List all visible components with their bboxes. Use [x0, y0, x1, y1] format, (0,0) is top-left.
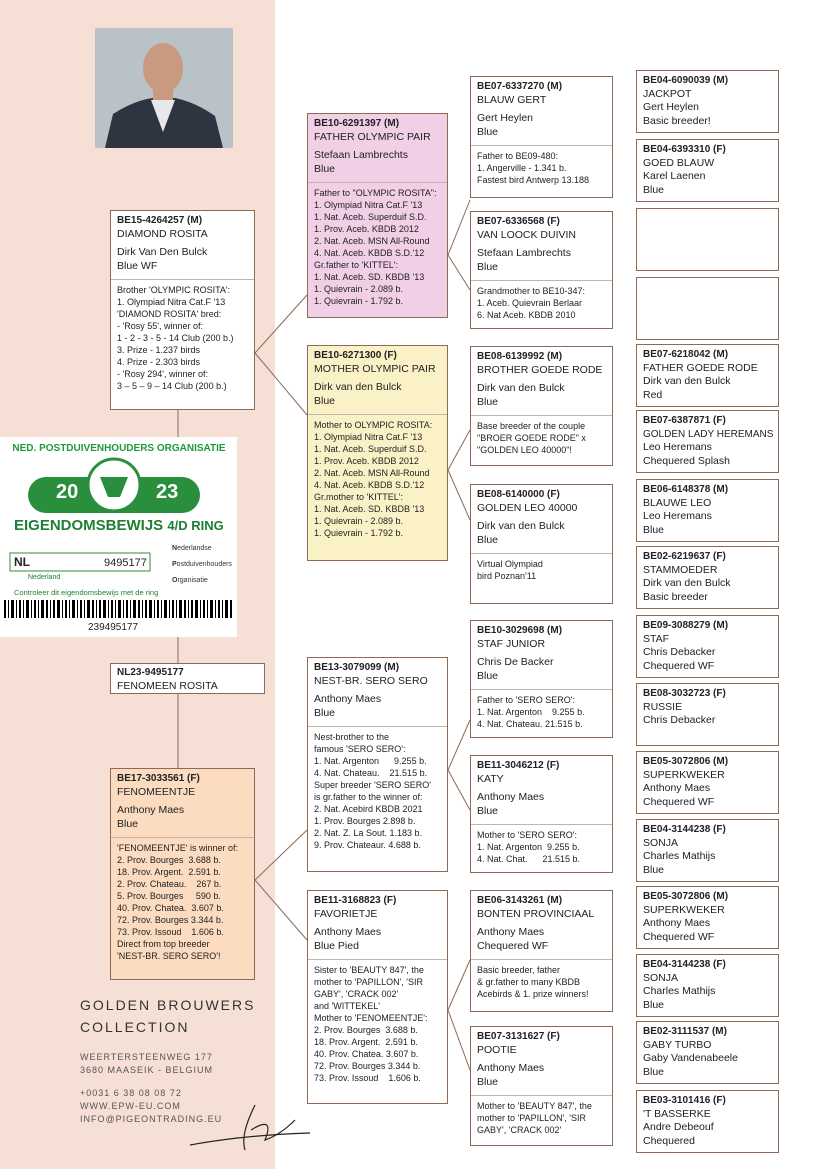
sticker-o-word: Organisatie: [172, 577, 208, 584]
ring-code: BE17-3033561 (F): [117, 773, 200, 784]
pigeon-name: SUPERKWEKER: [643, 903, 725, 916]
pedigree-card-father: [110, 210, 255, 410]
sticker-title-ring: 4/D RING: [167, 518, 224, 533]
color: Blue: [314, 394, 336, 407]
pedigree-card-fmm: [470, 484, 613, 604]
ring-code: BE07-3131627 (F): [477, 1031, 560, 1042]
ring-code: NL23-9495177: [117, 667, 184, 678]
achievement-line: 2. Prov. Chateau. 267 b.: [117, 879, 222, 889]
pigeon-name: BROTHER GOEDE RODE: [477, 363, 603, 376]
ring-code: BE11-3046212 (F): [477, 760, 560, 771]
pedigree-card-fff: [470, 76, 613, 198]
divider: [308, 959, 447, 960]
pedigree-card-g4-15: [636, 1021, 779, 1084]
achievement-line: 72. Prov. Bourges 3.344 b.: [117, 915, 224, 925]
achievement-line: 1. Aceb. Quievrain Berlaar: [477, 298, 583, 308]
pedigree-card-mother: [110, 768, 255, 980]
color: Red: [643, 388, 663, 401]
achievement-line: 1. Olympiad Nitra Cat.F '13: [117, 297, 226, 307]
achievement-line: Fastest bird Antwerp 13.188: [477, 175, 590, 185]
achievement-line: 1. Prov. Aceb. KBDB 2012: [314, 456, 419, 466]
owner: Stefaan Lambrechts: [477, 247, 571, 259]
color: Blue: [477, 533, 499, 546]
achievement-line: Virtual Olympiad: [477, 559, 543, 569]
ring-code: BE08-3032723 (F): [643, 688, 726, 699]
signature: [185, 1095, 315, 1155]
achievement-line: Father to 'SERO SERO':: [477, 695, 575, 705]
achievement-line: 1. Nat. Argenton 9.255 b.: [314, 756, 427, 766]
color: Chequered Splash: [643, 454, 730, 467]
achievement-line: 3. Prize - 1.237 birds: [117, 345, 201, 355]
email: INFO@PIGEONTRADING.EU: [80, 1114, 223, 1124]
sticker-nederland: Nederland: [28, 574, 61, 581]
achievement-line: - 'Rosy 55', winner of:: [117, 321, 203, 331]
owner: Anthony Maes: [477, 926, 545, 938]
sticker-n-word: Nederlandse: [172, 545, 212, 552]
sticker-title: [14, 517, 224, 534]
achievement-line: 73. Prov. Issoud 1.606 b.: [314, 1073, 421, 1083]
achievement-line: 1. Nat. Aceb. Superduif S.D.: [314, 444, 427, 454]
brand-line-2: COLLECTION: [80, 1019, 190, 1035]
owner: Anthony Maes: [314, 693, 382, 705]
pedigree-card-g4-1: [636, 70, 779, 133]
achievement-line: mother to 'PAPILLON', 'SIR: [477, 1113, 587, 1123]
color: Blue: [477, 804, 499, 817]
achievement-line: 1. Nat. Aceb. Superduif S.D.: [314, 212, 427, 222]
color: Blue: [314, 706, 336, 719]
divider: [111, 837, 254, 838]
achievement-line: Grandmother to BE10-347:: [477, 286, 586, 296]
divider: [308, 726, 447, 727]
pigeon-name: POOTIE: [477, 1043, 517, 1056]
pedigree-card-mmf: [470, 890, 613, 1012]
pigeon-name: FATHER GOEDE RODE: [643, 361, 758, 374]
sticker-country: NL: [14, 555, 30, 569]
main-pigeon-card: [110, 663, 265, 694]
color: Blue: [643, 998, 665, 1011]
owner: Chris Debacker: [643, 646, 716, 658]
divider: [471, 959, 612, 960]
ring-code: BE06-6148378 (M): [643, 484, 729, 495]
achievement-line: & gr.father to many KBDB: [477, 977, 581, 987]
color: Blue: [477, 669, 499, 682]
achievement-line: Brother 'OLYMPIC ROSITA':: [117, 285, 231, 295]
achievement-line: Mother to OLYMPIC ROSITA:: [314, 420, 433, 430]
color: Blue: [477, 395, 499, 408]
owner: Charles Mathijs: [643, 985, 716, 997]
pigeon-name: SUPERKWEKER: [643, 768, 725, 781]
ring-code: BE05-3072806 (M): [643, 756, 729, 767]
ring-code: BE11-3168823 (F): [314, 895, 397, 906]
pigeon-name: FENOMEENTJE: [117, 785, 196, 798]
achievement-line: 'NEST-BR. SERO SERO'!: [117, 951, 221, 961]
owner: Anthony Maes: [477, 1062, 545, 1074]
pedigree-card-ff: [307, 113, 448, 318]
ring-code: BE10-3029698 (M): [477, 625, 563, 636]
divider: [471, 824, 612, 825]
pigeon-name: KATY: [477, 772, 504, 785]
achievement-line: 2. Nat. Acebird KBDB 2021: [314, 804, 423, 814]
achievement-line: 1. Nat. Aceb. SD. KBDB '13: [314, 272, 425, 282]
ownership-certificate-sticker: [0, 437, 237, 637]
color: Blue: [643, 183, 665, 196]
achievement-line: 1 - 2 - 3 - 5 - 14 Club (200 b.): [117, 333, 234, 343]
pedigree-card-g4-16: [636, 1090, 779, 1153]
achievement-line: 2. Nat. Aceb. MSN All-Round: [314, 236, 430, 246]
pigeon-name: NEST-BR. SERO SERO: [314, 674, 428, 687]
achievement-line: 2. Prov. Bourges 3.688 b.: [117, 855, 221, 865]
pigeon-name: BLAUW GERT: [477, 93, 547, 106]
achievement-line: GABY', 'CRACK 002': [477, 1125, 562, 1135]
owner: Dirk van den Bulck: [314, 381, 402, 393]
divider: [471, 689, 612, 690]
ring-code: BE04-3144238 (F): [643, 824, 726, 835]
achievement-line: 'DIAMOND ROSITA' bred:: [117, 309, 222, 319]
owner: Anthony Maes: [477, 791, 545, 803]
achievement-line: Mother to 'SERO SERO':: [477, 830, 577, 840]
achievement-line: 1. Prov. Aceb. KBDB 2012: [314, 224, 419, 234]
achievement-line: 1. Quievrain - 1.792 b.: [314, 528, 404, 538]
achievement-line: - 'Rosy 294', winner of:: [117, 369, 208, 379]
achievement-line: 1. Prov. Bourges 2.898 b.: [314, 816, 416, 826]
owner: Dirk van den Bulck: [477, 520, 565, 532]
sticker-n-word-text: ederlandse: [177, 545, 212, 552]
achievement-line: "GOLDEN LEO 40000"!: [477, 445, 572, 455]
ring-code: BE10-6271300 (F): [314, 350, 397, 361]
owner: Chris Debacker: [643, 714, 716, 726]
pigeon-name: MOTHER OLYMPIC PAIR: [314, 362, 436, 375]
pigeon-name: FAVORIETJE: [314, 907, 378, 920]
achievement-line: Direct from top breeder: [117, 939, 210, 949]
owner: Dirk van den Bulck: [643, 577, 731, 589]
pedigree-card-g4-7: [636, 479, 779, 542]
achievement-line: 5. Prov. Bourges 590 b.: [117, 891, 221, 901]
ring-code: BE04-3144238 (F): [643, 959, 726, 970]
color: Chequered: [643, 1134, 695, 1147]
achievement-line: Father to BE09-480:: [477, 151, 559, 161]
ring-code: BE02-6219637 (F): [643, 551, 726, 562]
color: Basic breeder!: [643, 114, 711, 127]
pedigree-card-ffm: [470, 211, 613, 329]
pigeon-name: GOLDEN LADY HEREMANS: [643, 428, 774, 440]
owner: Dirk Van Den Bulck: [117, 246, 208, 258]
achievement-line: 9. Prov. Chateaur. 4.688 b.: [314, 840, 421, 850]
owner: Dirk van den Bulck: [477, 382, 565, 394]
achievement-line: is gr.father to the winner of:: [314, 792, 423, 802]
achievement-line: Sister to 'BEAUTY 847', the: [314, 965, 424, 975]
phone: +0031 6 38 08 08 72: [80, 1088, 182, 1098]
color: Chequered WF: [477, 939, 549, 952]
achievement-line: 1. Quievrain - 1.792 b.: [314, 296, 404, 306]
ring-code: BE09-3088279 (M): [643, 620, 729, 631]
barcode-number: 239495177: [88, 622, 139, 633]
achievement-line: 1. Olympiad Nitra Cat.F '13: [314, 432, 423, 442]
ring-code: BE15-4264257 (M): [117, 215, 203, 226]
divider: [111, 279, 254, 280]
owner: Leo Heremans: [643, 510, 712, 522]
achievement-line: Super breeder 'SERO SERO': [314, 780, 431, 790]
address-line-2: 3680 MAASEIK - BELGIUM: [80, 1065, 214, 1075]
ring-code: BE10-6291397 (M): [314, 118, 400, 129]
pigeon-name: GOED BLAUW: [643, 156, 715, 169]
pedigree-card-fm: [307, 345, 448, 561]
achievement-line: 72. Prov. Bourges 3.344 b.: [314, 1061, 421, 1071]
pedigree-card-mm: [307, 890, 448, 1104]
pigeon-name: BLAUWE LEO: [643, 496, 712, 509]
breeder-photo: [95, 28, 233, 148]
sticker-p-word: Postduivenhouders: [172, 561, 232, 568]
ring-code: BE05-3072806 (M): [643, 891, 729, 902]
divider: [308, 182, 447, 183]
pigeon-name: FENOMEEN ROSITA: [117, 679, 218, 692]
achievement-line: bird Poznan'11: [477, 571, 537, 581]
ring-code: BE08-6139992 (M): [477, 351, 563, 362]
year-left: 20: [56, 481, 79, 503]
pigeon-name: BONTEN PROVINCIAAL: [477, 907, 595, 920]
owner: Karel Laenen: [643, 170, 706, 182]
pigeon-name: STAF JUNIOR: [477, 637, 546, 650]
pedigree-card-g4-8: [636, 546, 779, 609]
achievement-line: famous 'SERO SERO':: [314, 744, 406, 754]
achievement-line: 4. Nat. Aceb. KBDB S.D.'12: [314, 480, 425, 490]
achievement-line: 2. Prov. Bourges 3.688 b.: [314, 1025, 418, 1035]
owner: Gaby Vandenabeele: [643, 1052, 738, 1064]
achievement-line: 1. Olympiad Nitra Cat.F '13: [314, 200, 423, 210]
achievement-line: 1. Quievrain - 2.089 b.: [314, 284, 404, 294]
pigeon-name: RUSSIE: [643, 700, 683, 713]
pedigree-card-fmf: [470, 346, 613, 466]
ring-code: BE07-6337270 (M): [477, 81, 563, 92]
owner: Andre Debeouf: [643, 1121, 714, 1133]
achievement-line: 6. Nat Aceb. KBDB 2010: [477, 310, 576, 320]
achievement-line: Acebirds & 1. prize winners!: [477, 989, 589, 999]
achievement-line: Base breeder of the couple: [477, 421, 586, 431]
achievement-line: Gr.mother to 'KITTEL':: [314, 492, 403, 502]
pigeon-name: GABY TURBO: [643, 1038, 712, 1051]
divider: [471, 280, 612, 281]
owner: Anthony Maes: [643, 917, 711, 929]
pedigree-card-g4-14: [636, 954, 779, 1017]
pedigree-card-g4-13: [636, 886, 779, 949]
color: Blue: [477, 125, 499, 138]
achievement-line: mother to 'PAPILLON', 'SIR: [314, 977, 424, 987]
pedigree-card-g4-3: [636, 208, 779, 271]
achievement-line: Father to "OLYMPIC ROSITA":: [314, 188, 437, 198]
achievement-line: 40. Prov. Chatea. 3.607 b.: [117, 903, 224, 913]
pedigree-card-g4-5: [636, 344, 779, 407]
divider: [308, 414, 447, 415]
pigeon-name: STAF: [643, 632, 670, 645]
sticker-o-word-text: rganisatie: [177, 577, 208, 584]
pedigree-card-mfm: [470, 755, 613, 873]
achievement-line: 1. Quievrain - 2.089 b.: [314, 516, 404, 526]
owner: Anthony Maes: [117, 804, 185, 816]
color: Blue: [643, 863, 665, 876]
pigeon-name: DIAMOND ROSITA: [117, 227, 208, 240]
color: Basic breeder: [643, 590, 708, 603]
achievement-line: 2. Nat. Z. La Sout. 1.183 b.: [314, 828, 423, 838]
pedigree-card-g4-2: [636, 139, 779, 202]
pedigree-card-g4-4: [636, 277, 779, 340]
achievement-line: 18. Prov. Argent. 2.591 b.: [117, 867, 221, 877]
pigeon-name: STAMMOEDER: [643, 563, 718, 576]
pedigree-card-g4-9: [636, 615, 779, 678]
divider: [471, 553, 612, 554]
color: Chequered WF: [643, 659, 715, 672]
achievement-line: 'FENOMEENTJE' is winner of:: [117, 843, 238, 853]
sticker-title-main: EIGENDOMSBEWIJS: [14, 517, 164, 534]
divider: [471, 1095, 612, 1096]
owner: Anthony Maes: [643, 782, 711, 794]
achievement-line: 3 – 5 – 9 – 14 Club (200 b.): [117, 381, 227, 391]
ring-code: BE04-6090039 (M): [643, 75, 729, 86]
achievement-line: 4. Nat. Aceb. KBDB S.D.'12: [314, 248, 425, 258]
color: Blue: [643, 1065, 665, 1078]
owner: Leo Heremans: [643, 441, 712, 453]
sticker-p-word-text: ostduivenhouders: [176, 561, 232, 568]
achievement-line: 1. Nat. Argenton 9.255 b.: [477, 842, 580, 852]
pedigree-card-g4-6: [636, 410, 779, 473]
owner: Chris De Backer: [477, 656, 554, 668]
achievement-line: 73. Prov. Issoud 1.606 b.: [117, 927, 224, 937]
owner: Gert Heylen: [643, 101, 700, 113]
pigeon-name: 'T BASSERKE: [643, 1107, 711, 1120]
pedigree-card-g4-11: [636, 751, 779, 814]
sticker-footer: Controleer dit eigendomsbewijs met de ring: [14, 588, 159, 597]
ring-code: BE07-6387871 (F): [643, 415, 726, 426]
color: Chequered WF: [643, 795, 715, 808]
achievement-line: 2. Nat. Aceb. MSN All-Round: [314, 468, 430, 478]
achievement-line: 1. Nat. Aceb. SD. KBDB '13: [314, 504, 425, 514]
achievement-line: 4. Nat. Chat. 21.515 b.: [477, 854, 581, 864]
owner: Anthony Maes: [314, 926, 382, 938]
color: Blue: [117, 817, 139, 830]
color: Blue WF: [117, 259, 158, 272]
achievement-line: 4. Nat. Chateau. 21.515 b.: [477, 719, 583, 729]
achievement-line: Gr.father to 'KITTEL':: [314, 260, 398, 270]
ring-code: BE06-3143261 (M): [477, 895, 563, 906]
pedigree-card-mmm: [470, 1026, 613, 1146]
achievement-line: 18. Prov. Argent. 2.591 b.: [314, 1037, 418, 1047]
achievement-line: 40. Prov. Chatea. 3.607 b.: [314, 1049, 419, 1059]
achievement-line: 1. Angerville - 1.341 b.: [477, 163, 567, 173]
ring-code: BE13-3079099 (M): [314, 662, 400, 673]
address-line-1: WEERTERSTEENWEG 177: [80, 1052, 213, 1062]
color: Blue Pied: [314, 939, 359, 952]
achievement-line: 4. Prize - 2.303 birds: [117, 357, 201, 367]
owner: Gert Heylen: [477, 112, 534, 124]
ring-code: BE03-3101416 (F): [643, 1095, 726, 1106]
pigeon-name: JACKPOT: [643, 87, 692, 100]
year-right: 23: [156, 481, 179, 503]
divider: [471, 415, 612, 416]
achievement-line: 1. Nat. Argenton 9.255 b.: [477, 707, 585, 717]
ring-code: BE02-3111537 (M): [643, 1026, 727, 1037]
color: Blue: [477, 1075, 499, 1088]
achievement-line: Mother to 'BEAUTY 847', the: [477, 1101, 592, 1111]
owner: Stefaan Lambrechts: [314, 149, 408, 161]
ring-code: BE07-6336568 (F): [477, 216, 560, 227]
achievement-line: Nest-brother to the: [314, 732, 390, 742]
ring-code: BE04-6393310 (F): [643, 144, 726, 155]
color: Blue: [314, 162, 336, 175]
color: Blue: [477, 260, 499, 273]
pedigree-card-g4-12: [636, 819, 779, 882]
owner: Dirk van den Bulck: [643, 375, 731, 387]
pigeon-name: VAN LOOCK DUIVIN: [477, 228, 576, 241]
sticker-number: 9495177: [104, 557, 147, 569]
achievement-line: and 'WITTEKEL': [314, 1001, 380, 1011]
pedigree-card-g4-10: [636, 683, 779, 746]
achievement-line: GABY', 'CRACK 002': [314, 989, 399, 999]
ring-code: BE07-6218042 (M): [643, 349, 729, 360]
pedigree-card-mff: [470, 620, 613, 738]
owner: Charles Mathijs: [643, 850, 716, 862]
pigeon-name: SONJA: [643, 836, 679, 849]
pedigree-card-mf: [307, 657, 448, 872]
color: Chequered WF: [643, 930, 715, 943]
brand-line-1: GOLDEN BROUWERS: [80, 997, 256, 1013]
divider: [471, 145, 612, 146]
website: WWW.EPW-EU.COM: [80, 1101, 181, 1111]
ring-code: BE08-6140000 (F): [477, 489, 560, 500]
achievement-line: 4. Nat. Chateau. 21.515 b.: [314, 768, 428, 778]
achievement-line: Basic breeder, father: [477, 965, 561, 975]
pigeon-name: FATHER OLYMPIC PAIR: [314, 130, 431, 143]
sticker-org: NED. POSTDUIVENHOUDERS ORGANISATIE: [12, 443, 226, 454]
color: Blue: [643, 523, 665, 536]
achievement-line: "BROER GOEDE RODE" x: [477, 433, 586, 443]
achievement-line: Mother to 'FENOMEENTJE':: [314, 1013, 428, 1023]
pigeon-name: GOLDEN LEO 40000: [477, 501, 578, 514]
pigeon-name: SONJA: [643, 971, 679, 984]
